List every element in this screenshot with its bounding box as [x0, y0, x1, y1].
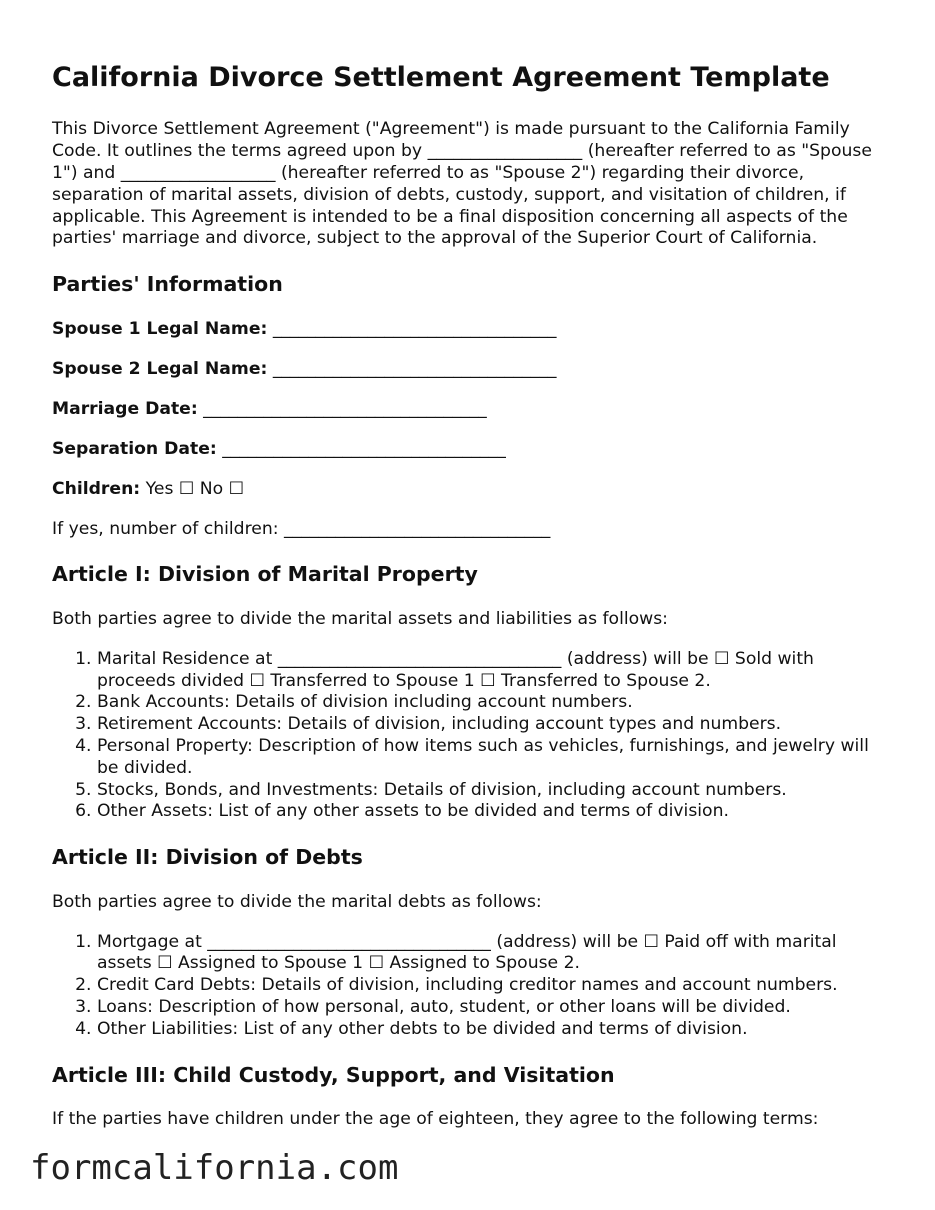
list-item: 3. Retirement Accounts: Details of division, including account types and numbers. [97, 714, 887, 736]
field-label: Spouse 1 Legal Name: [52, 318, 268, 339]
list-item: 4. Other Liabilities: List of any other debts to be divided and terms of division. [97, 1019, 887, 1041]
field-value: _________________________________ [197, 398, 487, 419]
field-label: Separation Date: [52, 438, 217, 459]
watermark-logo: formcalifornia.com [30, 1148, 399, 1188]
article3-heading: Article III: Child Custody, Support, and Visitation [52, 1062, 615, 1087]
document-title: California Divorce Settlement Agreement Template [52, 62, 830, 93]
article1-heading: Article I: Division of Marital Property [52, 562, 478, 587]
spouse2-name-field [52, 359, 887, 381]
article3-intro: If the parties have children under the age of eighteen, they agree to the following terms: [52, 1109, 819, 1130]
article1-list [52, 649, 887, 823]
field-value: Yes ☐ No ☐ [140, 478, 244, 499]
spouse1-name-field [52, 319, 887, 341]
parties-heading: Parties' Information [52, 272, 283, 297]
field-value: _________________________________ [267, 318, 557, 339]
article2-heading: Article II: Division of Debts [52, 845, 363, 870]
list-item: 2. Bank Accounts: Details of division including account numbers. [97, 692, 887, 714]
list-item: 5. Stocks, Bonds, and Investments: Details of division, including account numbers. [97, 780, 887, 802]
list-item: 2. Credit Card Debts: Details of division, including creditor names and account numbers. [97, 975, 887, 997]
list-item: 3. Loans: Description of how personal, auto, student, or other loans will be divided. [97, 997, 887, 1019]
field-label: Marriage Date: [52, 398, 198, 419]
marriage-date-field [52, 399, 887, 421]
children-count-field: If yes, number of children: _______________________________ [52, 518, 551, 539]
document-page [52, 62, 887, 1131]
article2-list [52, 932, 887, 1041]
field-value: _________________________________ [216, 438, 506, 459]
field-label: Children: [52, 478, 141, 499]
separation-date-field [52, 439, 887, 461]
field-label: Spouse 2 Legal Name: [52, 358, 268, 379]
children-field [52, 479, 887, 501]
article2-intro: Both parties agree to divide the marital debts as follows: [52, 891, 542, 912]
field-value: _________________________________ [267, 358, 557, 379]
list-item: 4. Personal Property: Description of how items such as vehicles, furnishings, and jewelry will be divided. [97, 736, 887, 780]
article1-intro: Both parties agree to divide the marital assets and liabilities as follows: [52, 609, 668, 630]
list-item: 1. Mortgage at _________________________________ (address) will be ☐ Paid off with marital assets ☐ Assigned to Spouse 1 ☐ Assigned to Spouse 2. [97, 932, 887, 976]
list-item: 6. Other Assets: List of any other assets to be divided and terms of division. [97, 801, 887, 823]
list-item: 1. Marital Residence at _________________________________ (address) will be ☐ Sold with proceeds divided ☐ Transferred to Spouse 1 ☐ Transferred to Spouse 2. [97, 649, 887, 693]
intro-paragraph: This Divorce Settlement Agreement ("Agreement") is made pursuant to the California Family Code. It outlines the terms agreed upon by __________________ (hereafter referred to as "Spouse 1") and __________________ (hereafter referred to as "Spouse 2") regarding their divorce, separation of marital assets, division of debts, custody, support, and visitation of children, if applicable. This Agreement is intended to be a final disposition concerning all aspects of the parties' marriage and divorce, subject to the approval of the Superior Court of California. [52, 119, 872, 249]
